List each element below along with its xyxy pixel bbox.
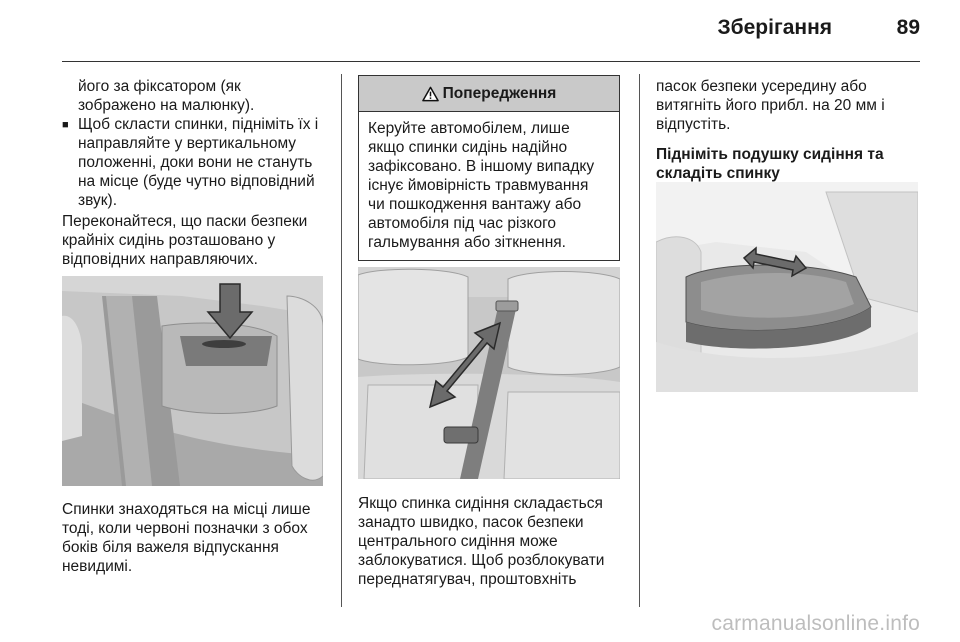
warning-line: гальмування або зіткнення. (368, 234, 566, 251)
warning-line: існує ймовірність травмування (368, 177, 589, 194)
col1-paragraph-line: відповідних направляючих. (62, 251, 258, 268)
warning-triangle-icon (422, 86, 439, 102)
col1-caption-line: Спинки знаходяться на місці лише (62, 501, 311, 518)
col1-caption-line: невидимі. (62, 558, 133, 575)
warning-header (359, 76, 619, 112)
col1-caption-line: боків біля важеля відпускання (62, 539, 279, 556)
seatback-release-lever-photo (62, 276, 323, 486)
center-seatbelt-photo (358, 267, 620, 479)
warning-line: якщо спинки сидінь надійно (368, 139, 568, 156)
col2-caption-line: центрального сидіння може (358, 533, 558, 550)
col1-bullet-line: направляйте у вертикальному (78, 135, 297, 152)
col1-paragraph-line: Переконайтеся, що паски безпеки (62, 213, 308, 230)
bullet-square-icon: ■ (62, 119, 69, 131)
col1-line-1: його за фіксатором (як (78, 78, 241, 95)
page-number: 89 (896, 16, 920, 39)
section-subheading: складіть спинку (656, 165, 780, 182)
warning-line: зафіксовано. В іншому випадку (368, 158, 595, 175)
header-divider (62, 61, 920, 62)
warning-line: автомобіля під час різкого (368, 215, 557, 232)
warning-line: Керуйте автомобілем, лише (368, 120, 570, 137)
col1-caption-line: тоді, коли червоні позначки з обох (62, 520, 308, 537)
column-divider-right (639, 74, 640, 607)
col1-line-2: зображено на малюнку). (78, 97, 255, 114)
col2-caption-line: переднатягувач, проштовхніть (358, 571, 577, 588)
col2-caption-line: заблокуватися. Щоб розблокувати (358, 552, 605, 569)
warning-box (358, 75, 620, 261)
col1-bullet-line: Щоб скласти спинки, підніміть їх і (78, 116, 319, 133)
col1-bullet-line: положенні, доки вони не стануть (78, 154, 313, 171)
watermark-text: carmanualsonline.info (711, 612, 920, 635)
col1-bullet-line: звук). (78, 192, 117, 209)
page-header-title: Зберігання (717, 16, 832, 39)
section-subheading: Підніміть подушку сидіння та (656, 146, 884, 163)
warning-line: чи пошкодження вантажу або (368, 196, 582, 213)
column-divider-left (341, 74, 342, 607)
col3-line: пасок безпеки усередину або (656, 78, 867, 95)
col2-caption-line: занадто швидко, пасок безпеки (358, 514, 584, 531)
col3-line: відпустіть. (656, 116, 731, 133)
col3-line: витягніть його прибл. на 20 мм і (656, 97, 885, 114)
col1-bullet-line: на місце (буде чутно відповідний (78, 173, 315, 190)
warning-body (359, 112, 619, 259)
col2-caption-line: Якщо спинка сидіння складається (358, 495, 603, 512)
warning-title: Попередження (442, 84, 557, 102)
col1-paragraph-line: крайніх сидінь розташовано у (62, 232, 276, 249)
seat-cushion-lift-photo (656, 182, 918, 392)
